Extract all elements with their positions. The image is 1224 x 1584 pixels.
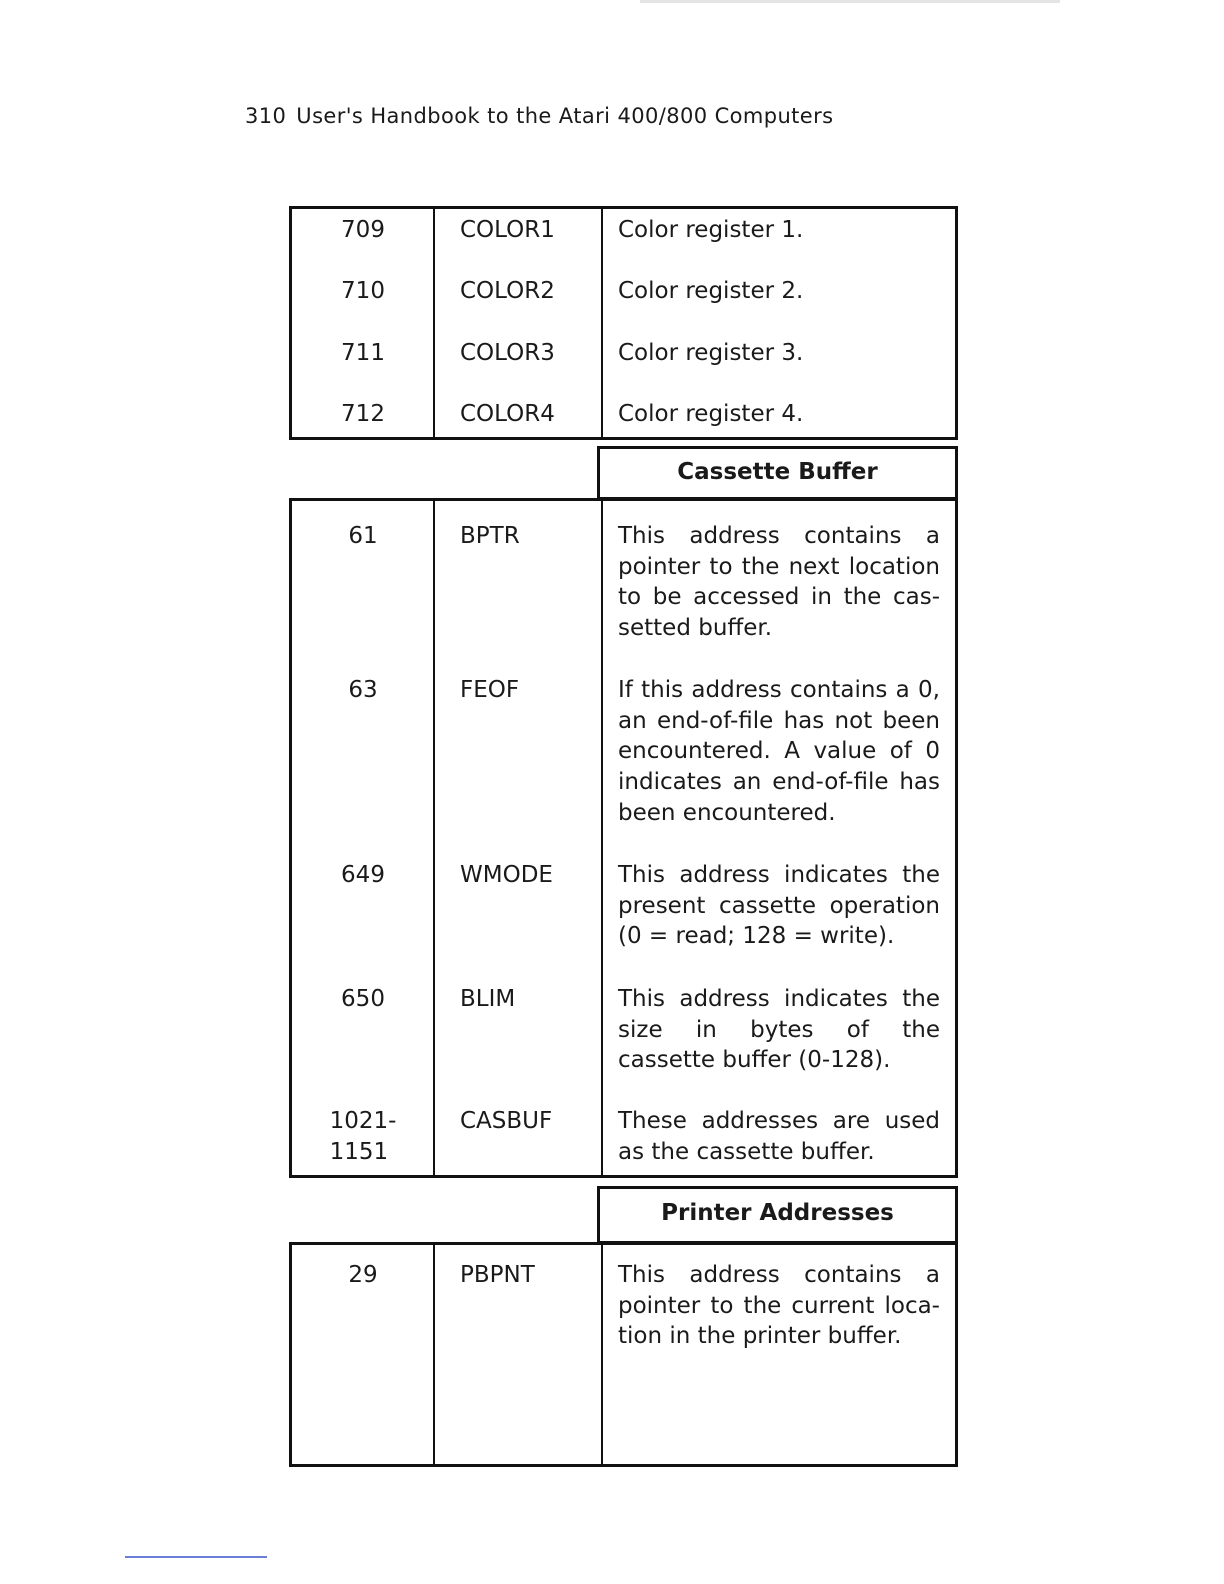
address-cell: 63 xyxy=(348,677,378,703)
description-cell: If this address contains a 0, an end-of-file has not been encountered. A value of 0 indicates an end-of-file has been encountered. xyxy=(618,677,940,826)
register-name-cell: PBPNT xyxy=(460,1262,535,1288)
book-title: User's Handbook to the Atari 400/800 Computers xyxy=(296,104,834,128)
column-divider xyxy=(433,501,435,1175)
section-title: Cassette Buffer xyxy=(677,459,878,485)
address-cell: 709 xyxy=(341,217,385,243)
register-name-cell: CASBUF xyxy=(460,1108,553,1134)
address-cell: 29 xyxy=(348,1262,378,1288)
column-divider xyxy=(601,209,603,437)
address-cell: 712 xyxy=(341,401,385,427)
register-name-cell: FEOF xyxy=(460,677,520,703)
section-title: Printer Addresses xyxy=(661,1200,894,1226)
description-cell: This address indicates the present cassette operation (0 = read; 128 = write). xyxy=(618,862,940,950)
address-cell: 711 xyxy=(341,340,385,366)
address-cell xyxy=(292,1106,434,1168)
printer-addresses-table xyxy=(289,1242,958,1467)
description-cell: This address contains a pointer to the current loca- tion in the printer buffer. xyxy=(618,1262,940,1350)
cassette-buffer-heading xyxy=(597,446,958,500)
address-cell: 649 xyxy=(341,862,385,888)
description-cell: Color register 4. xyxy=(618,401,804,427)
color-registers-table xyxy=(289,206,958,440)
address-range-end: 1151 xyxy=(329,1139,389,1165)
register-name-cell: COLOR4 xyxy=(460,401,555,427)
description-cell: Color register 3. xyxy=(618,340,804,366)
description-cell: Color register 2. xyxy=(618,278,804,304)
address-range-start: 1021- xyxy=(329,1108,397,1134)
page-header xyxy=(245,104,834,128)
register-name-cell: COLOR3 xyxy=(460,340,555,366)
top-edge-rule xyxy=(640,0,1060,3)
description-cell: These addresses are used as the cassette buffer. xyxy=(618,1108,940,1165)
description-cell: This address indicates the size in bytes of the cassette buffer (0-128). xyxy=(618,986,940,1074)
column-divider xyxy=(601,1245,603,1464)
column-divider xyxy=(601,501,603,1175)
register-name-cell: COLOR1 xyxy=(460,217,555,243)
description-cell: Color register 1. xyxy=(618,217,804,243)
register-name-cell: WMODE xyxy=(460,862,553,888)
address-cell: 61 xyxy=(348,523,378,549)
register-name-cell: BPTR xyxy=(460,523,520,549)
register-name-cell: BLIM xyxy=(460,986,516,1012)
printer-addresses-heading xyxy=(597,1186,958,1244)
cassette-buffer-table xyxy=(289,498,958,1178)
bottom-blue-rule xyxy=(125,1556,267,1558)
register-name-cell: COLOR2 xyxy=(460,278,555,304)
address-cell: 710 xyxy=(341,278,385,304)
description-cell: This address contains a pointer to the next location to be accessed in the cas- setted buffer. xyxy=(618,523,940,642)
page-number: 310 xyxy=(245,104,287,128)
address-cell: 650 xyxy=(341,986,385,1012)
